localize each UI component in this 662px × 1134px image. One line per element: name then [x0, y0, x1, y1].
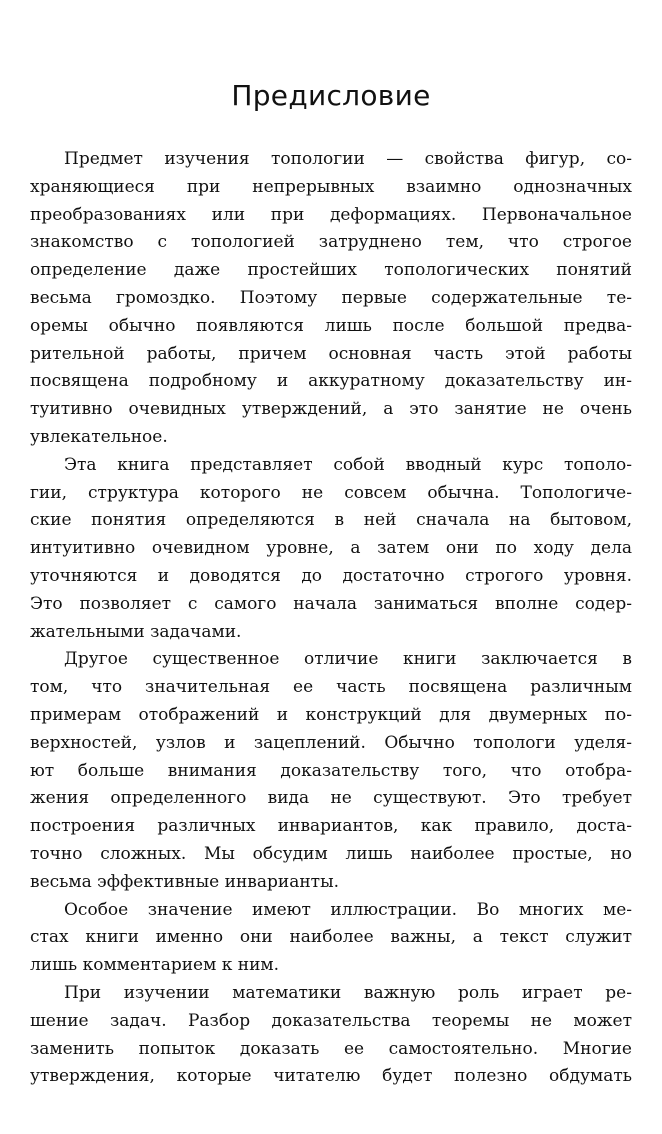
text-line: гии, структура которого не совсем обычна. Топологиче-	[30, 482, 632, 503]
text-line: При изучении математики важную роль играет ре-	[64, 982, 632, 1003]
text-line: лишь комментарием к ним.	[30, 955, 280, 976]
text-line: точно сложных. Мы обсудим лишь наиболее простые, но	[30, 843, 632, 864]
text-line: храняющиеся при непрерывных взаимно однозначных	[30, 176, 632, 197]
text-line: том, что значительная ее часть посвящена различным	[30, 677, 632, 698]
text-line: весьма громоздко. Поэтому первые содержательные те-	[30, 287, 632, 308]
paragraph	[30, 646, 632, 896]
text-line: туитивно очевидных утверждений, а это занятие не очень	[30, 399, 632, 420]
text-line: примерам отображений и конструкций для двумерных по-	[30, 704, 632, 725]
text-line: жательными задачами.	[30, 621, 242, 642]
text-line: Эта книга представляет собой вводный курс тополо-	[64, 454, 632, 475]
text-line: Это позволяет с самого начала заниматься вполне содер-	[30, 593, 632, 614]
text-line: шение задач. Разбор доказательства теоремы не может	[30, 1010, 632, 1031]
text-line: Другое существенное отличие книги заключается в	[64, 649, 632, 670]
text-line: построения различных инвариантов, как правило, доста-	[30, 816, 632, 837]
paragraph	[30, 146, 632, 452]
text-line: весьма эффективные инварианты.	[30, 871, 340, 892]
text-line: увлекательное.	[30, 426, 168, 447]
text-line: определение даже простейших топологических понятий	[30, 260, 632, 281]
text-line: заменить попыток доказать ее самостоятельно. Многие	[30, 1038, 632, 1059]
paragraph	[30, 897, 632, 980]
text-line: ские понятия определяются в ней сначала на бытовом,	[30, 510, 632, 531]
text-line: уточняются и доводятся до достаточно строгого уровня.	[30, 565, 632, 586]
text-line: преобразованиях или при деформациях. Первоначальное	[30, 204, 632, 225]
text-line: ют больше внимания доказательству того, что отобра-	[30, 760, 632, 781]
text-line: верхностей, узлов и зацеплений. Обычно топологи уделя-	[30, 732, 632, 753]
text-line: утверждения, которые читателю будет полезно обдумать	[30, 1066, 632, 1087]
text-line: Особое значение имеют иллюстрации. Во многих ме-	[64, 899, 632, 920]
text-line: жения определенного вида не существуют. Это требует	[30, 788, 632, 809]
text-line: знакомство с топологией затруднено тем, что строгое	[30, 232, 632, 253]
body-text	[30, 146, 632, 1091]
text-line: стах книги именно они наиболее важны, а текст служит	[30, 927, 632, 948]
page-title: Предисловие	[231, 79, 431, 112]
text-line: посвящена подробному и аккуратному доказательству ин-	[30, 371, 632, 392]
text-line: интуитивно очевидном уровне, а затем они по ходу дела	[30, 538, 632, 559]
text-line: оремы обычно появляются лишь после большой предва-	[30, 315, 632, 336]
paragraph	[30, 452, 632, 647]
paragraph	[30, 980, 632, 1091]
text-line: Предмет изучения топологии — свойства фигур, со-	[64, 149, 632, 169]
text-line: рительной работы, причем основная часть этой работы	[30, 343, 632, 364]
